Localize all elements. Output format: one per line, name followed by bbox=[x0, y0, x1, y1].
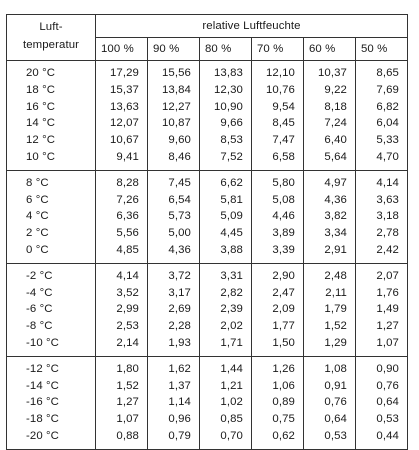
humidity-value: 8,53 bbox=[220, 134, 243, 147]
humidity-value: 1,44 bbox=[220, 362, 243, 375]
value-cell bbox=[304, 263, 356, 356]
humidity-value: 3,72 bbox=[168, 269, 191, 282]
humidity-value: 1,77 bbox=[272, 320, 295, 333]
humidity-value: 4,36 bbox=[324, 193, 347, 206]
humidity-value: 9,22 bbox=[324, 83, 347, 96]
humidity-value: 1,62 bbox=[168, 362, 191, 375]
temperature-value: -6 °C bbox=[26, 303, 53, 316]
temperature-value: 14 °C bbox=[26, 117, 56, 130]
table-body bbox=[7, 61, 408, 450]
humidity-value: 1,02 bbox=[220, 396, 243, 409]
humidity-value: 1,07 bbox=[376, 336, 399, 349]
value-cell bbox=[252, 170, 304, 263]
humidity-value: 2,42 bbox=[376, 243, 399, 256]
humidity-value: 5,73 bbox=[168, 210, 191, 223]
value-cell bbox=[148, 170, 200, 263]
temperature-value: 6 °C bbox=[26, 193, 49, 206]
humidity-value: 3,17 bbox=[168, 286, 191, 299]
humidity-value: 6,58 bbox=[272, 150, 295, 163]
temperature-value: 2 °C bbox=[26, 227, 49, 240]
value-cell bbox=[200, 170, 252, 263]
temperature-header-line2: temperatur bbox=[22, 39, 80, 51]
humidity-value: 4,46 bbox=[272, 210, 295, 223]
humidity-value: 6,36 bbox=[116, 210, 139, 223]
humidity-value: 4,70 bbox=[376, 150, 399, 163]
column-header-60: 60 % bbox=[304, 38, 356, 61]
humidity-value: 2,53 bbox=[116, 320, 139, 333]
humidity-value: 0,91 bbox=[324, 379, 347, 392]
value-cell bbox=[304, 61, 356, 171]
humidity-value: 10,37 bbox=[317, 67, 347, 79]
humidity-value: 7,47 bbox=[272, 134, 295, 147]
humidity-value: 9,41 bbox=[116, 150, 139, 163]
value-cell bbox=[252, 356, 304, 449]
temperature-value: 18 °C bbox=[26, 83, 56, 96]
humidity-value: 4,36 bbox=[168, 243, 191, 256]
humidity-value: 0,76 bbox=[324, 396, 347, 409]
value-cell bbox=[252, 61, 304, 171]
humidity-value: 12,27 bbox=[161, 100, 191, 113]
humidity-value: 2,39 bbox=[220, 303, 243, 316]
humidity-value: 1,50 bbox=[272, 336, 295, 349]
value-cell bbox=[96, 170, 148, 263]
humidity-value: 2,02 bbox=[220, 320, 243, 333]
temperature-value: 8 °C bbox=[26, 176, 49, 189]
humidity-value: 1,07 bbox=[116, 413, 139, 426]
humidity-value: 8,65 bbox=[376, 67, 399, 79]
humidity-value: 7,26 bbox=[116, 193, 139, 206]
temperature-value: -10 °C bbox=[26, 336, 60, 349]
humidity-value: 4,14 bbox=[116, 269, 139, 282]
humidity-value: 5,81 bbox=[220, 193, 243, 206]
value-cell bbox=[96, 263, 148, 356]
value-cell bbox=[96, 61, 148, 171]
humidity-value: 3,52 bbox=[116, 286, 139, 299]
value-cell bbox=[148, 61, 200, 171]
temperature-cell bbox=[7, 356, 96, 449]
humidity-value: 2,28 bbox=[168, 320, 191, 333]
humidity-value: 5,64 bbox=[324, 150, 347, 163]
humidity-value: 2,48 bbox=[324, 269, 347, 282]
humidity-value: 1,27 bbox=[376, 320, 399, 333]
table-row bbox=[7, 356, 408, 449]
column-header-50: 50 % bbox=[356, 38, 408, 61]
humidity-value: 2,90 bbox=[272, 269, 295, 282]
humidity-value: 3,34 bbox=[324, 227, 347, 240]
humidity-value: 15,56 bbox=[161, 67, 191, 79]
humidity-value: 5,09 bbox=[220, 210, 243, 223]
humidity-value: 1,21 bbox=[220, 379, 243, 392]
humidity-value: 1,93 bbox=[168, 336, 191, 349]
value-cell bbox=[356, 263, 408, 356]
humidity-value: 13,83 bbox=[213, 67, 243, 79]
humidity-value: 0,62 bbox=[272, 429, 295, 442]
humidity-value: 1,49 bbox=[376, 303, 399, 316]
humidity-value: 5,08 bbox=[272, 193, 295, 206]
value-cell bbox=[148, 263, 200, 356]
humidity-value: 10,87 bbox=[161, 117, 191, 130]
value-cell bbox=[148, 356, 200, 449]
humidity-value: 3,39 bbox=[272, 243, 295, 256]
humidity-value: 0,53 bbox=[376, 413, 399, 426]
humidity-value: 3,88 bbox=[220, 243, 243, 256]
humidity-value: 1,52 bbox=[324, 320, 347, 333]
humidity-value: 0,88 bbox=[116, 429, 139, 442]
humidity-value: 7,24 bbox=[324, 117, 347, 130]
humidity-value: 0,85 bbox=[220, 413, 243, 426]
temperature-value: 0 °C bbox=[26, 243, 49, 256]
column-header-90: 90 % bbox=[148, 38, 200, 61]
humidity-value: 1,52 bbox=[116, 379, 139, 392]
humidity-value: 12,07 bbox=[109, 117, 139, 130]
humidity-value: 0,76 bbox=[376, 379, 399, 392]
table-header bbox=[7, 15, 408, 61]
temperature-value: 4 °C bbox=[26, 210, 49, 223]
humidity-value: 2,69 bbox=[168, 303, 191, 316]
table-row bbox=[7, 263, 408, 356]
temperature-value: 12 °C bbox=[26, 134, 56, 147]
humidity-value: 9,66 bbox=[220, 117, 243, 130]
temperature-value: -16 °C bbox=[26, 396, 60, 409]
temperature-value: -8 °C bbox=[26, 320, 53, 333]
humidity-value: 10,90 bbox=[213, 100, 243, 113]
temperature-value: 10 °C bbox=[26, 150, 56, 163]
humidity-value: 0,64 bbox=[376, 396, 399, 409]
humidity-value: 0,64 bbox=[324, 413, 347, 426]
humidity-value: 2,99 bbox=[116, 303, 139, 316]
humidity-value: 0,75 bbox=[272, 413, 295, 426]
humidity-value: 2,11 bbox=[325, 286, 347, 299]
humidity-value: 5,33 bbox=[376, 134, 399, 147]
humidity-value: 8,45 bbox=[272, 117, 295, 130]
humidity-value: 17,29 bbox=[109, 67, 139, 79]
value-cell bbox=[304, 170, 356, 263]
humidity-value: 5,56 bbox=[116, 227, 139, 240]
humidity-value: 1,76 bbox=[376, 286, 399, 299]
humidity-value: 3,89 bbox=[272, 227, 295, 240]
humidity-value: 0,90 bbox=[376, 362, 399, 375]
humidity-value: 2,14 bbox=[116, 336, 139, 349]
humidity-value: 6,62 bbox=[220, 176, 243, 189]
temperature-value: -2 °C bbox=[26, 269, 53, 282]
humidity-table bbox=[6, 14, 408, 450]
humidity-value: 1,06 bbox=[272, 379, 295, 392]
humidity-value: 0,79 bbox=[168, 429, 191, 442]
humidity-value: 1,29 bbox=[324, 336, 347, 349]
humidity-value: 0,96 bbox=[168, 413, 191, 426]
temperature-cell bbox=[7, 263, 96, 356]
humidity-value: 2,07 bbox=[376, 269, 399, 282]
value-cell bbox=[356, 61, 408, 171]
humidity-value: 6,54 bbox=[168, 193, 191, 206]
table-row bbox=[7, 61, 408, 171]
temperature-value: -14 °C bbox=[26, 379, 60, 392]
humidity-value: 3,18 bbox=[376, 210, 399, 223]
humidity-value: 1,27 bbox=[116, 396, 139, 409]
humidity-value: 9,54 bbox=[272, 100, 295, 113]
humidity-value: 1,71 bbox=[220, 336, 243, 349]
humidity-value: 7,52 bbox=[220, 150, 243, 163]
temperature-header bbox=[7, 15, 96, 61]
humidity-value: 10,76 bbox=[265, 83, 295, 96]
humidity-value: 9,60 bbox=[168, 134, 191, 147]
humidity-group-header: relative Luftfeuchte bbox=[96, 15, 408, 38]
humidity-value: 1,80 bbox=[116, 362, 139, 375]
value-cell bbox=[356, 356, 408, 449]
humidity-value: 3,63 bbox=[376, 193, 399, 206]
humidity-value: 7,45 bbox=[168, 176, 191, 189]
table-row bbox=[7, 170, 408, 263]
humidity-value: 0,89 bbox=[272, 396, 295, 409]
temperature-cell bbox=[7, 170, 96, 263]
value-cell bbox=[252, 263, 304, 356]
temperature-value: 20 °C bbox=[26, 67, 56, 79]
value-cell bbox=[200, 356, 252, 449]
humidity-value: 1,08 bbox=[324, 362, 347, 375]
humidity-value: 2,82 bbox=[220, 286, 243, 299]
humidity-value: 2,47 bbox=[272, 286, 295, 299]
humidity-value: 13,63 bbox=[109, 100, 139, 113]
humidity-value: 7,69 bbox=[376, 83, 399, 96]
humidity-value: 4,97 bbox=[324, 176, 347, 189]
humidity-value: 1,79 bbox=[324, 303, 347, 316]
value-cell bbox=[96, 356, 148, 449]
humidity-value: 5,80 bbox=[272, 176, 295, 189]
humidity-value: 6,82 bbox=[376, 100, 399, 113]
humidity-value: 3,31 bbox=[220, 269, 243, 282]
humidity-value: 3,82 bbox=[324, 210, 347, 223]
humidity-value: 0,53 bbox=[324, 429, 347, 442]
humidity-value: 6,40 bbox=[324, 134, 347, 147]
humidity-value: 12,10 bbox=[265, 67, 295, 79]
temperature-value: -12 °C bbox=[26, 362, 60, 375]
humidity-value: 4,85 bbox=[116, 243, 139, 256]
humidity-value: 2,91 bbox=[324, 243, 347, 256]
humidity-value: 4,14 bbox=[376, 176, 399, 189]
humidity-value: 1,14 bbox=[168, 396, 191, 409]
humidity-value: 0,70 bbox=[220, 429, 243, 442]
value-cell bbox=[200, 61, 252, 171]
value-cell bbox=[304, 356, 356, 449]
column-header-100: 100 % bbox=[96, 38, 148, 61]
temperature-value: -20 °C bbox=[26, 429, 60, 442]
humidity-value: 6,04 bbox=[376, 117, 399, 130]
temperature-value: 16 °C bbox=[26, 100, 56, 113]
humidity-value: 8,46 bbox=[168, 150, 191, 163]
column-header-80: 80 % bbox=[200, 38, 252, 61]
header-row-top bbox=[7, 15, 408, 38]
humidity-value: 1,26 bbox=[272, 362, 295, 375]
humidity-value: 0,44 bbox=[376, 429, 399, 442]
humidity-value: 4,45 bbox=[220, 227, 243, 240]
humidity-value: 8,18 bbox=[324, 100, 347, 113]
column-header-70: 70 % bbox=[252, 38, 304, 61]
humidity-value: 1,37 bbox=[168, 379, 191, 392]
humidity-value: 10,67 bbox=[109, 134, 139, 147]
humidity-value: 2,09 bbox=[272, 303, 295, 316]
value-cell bbox=[200, 263, 252, 356]
humidity-value: 12,30 bbox=[213, 83, 243, 96]
humidity-value: 15,37 bbox=[109, 83, 139, 96]
humidity-value: 2,78 bbox=[376, 227, 399, 240]
temperature-header-line1: Luft- bbox=[39, 21, 63, 33]
humidity-value: 5,00 bbox=[168, 227, 191, 240]
humidity-value: 8,28 bbox=[116, 176, 139, 189]
humidity-value: 13,84 bbox=[161, 83, 191, 96]
temperature-value: -4 °C bbox=[26, 286, 53, 299]
value-cell bbox=[356, 170, 408, 263]
temperature-value: -18 °C bbox=[26, 413, 60, 426]
temperature-cell bbox=[7, 61, 96, 171]
